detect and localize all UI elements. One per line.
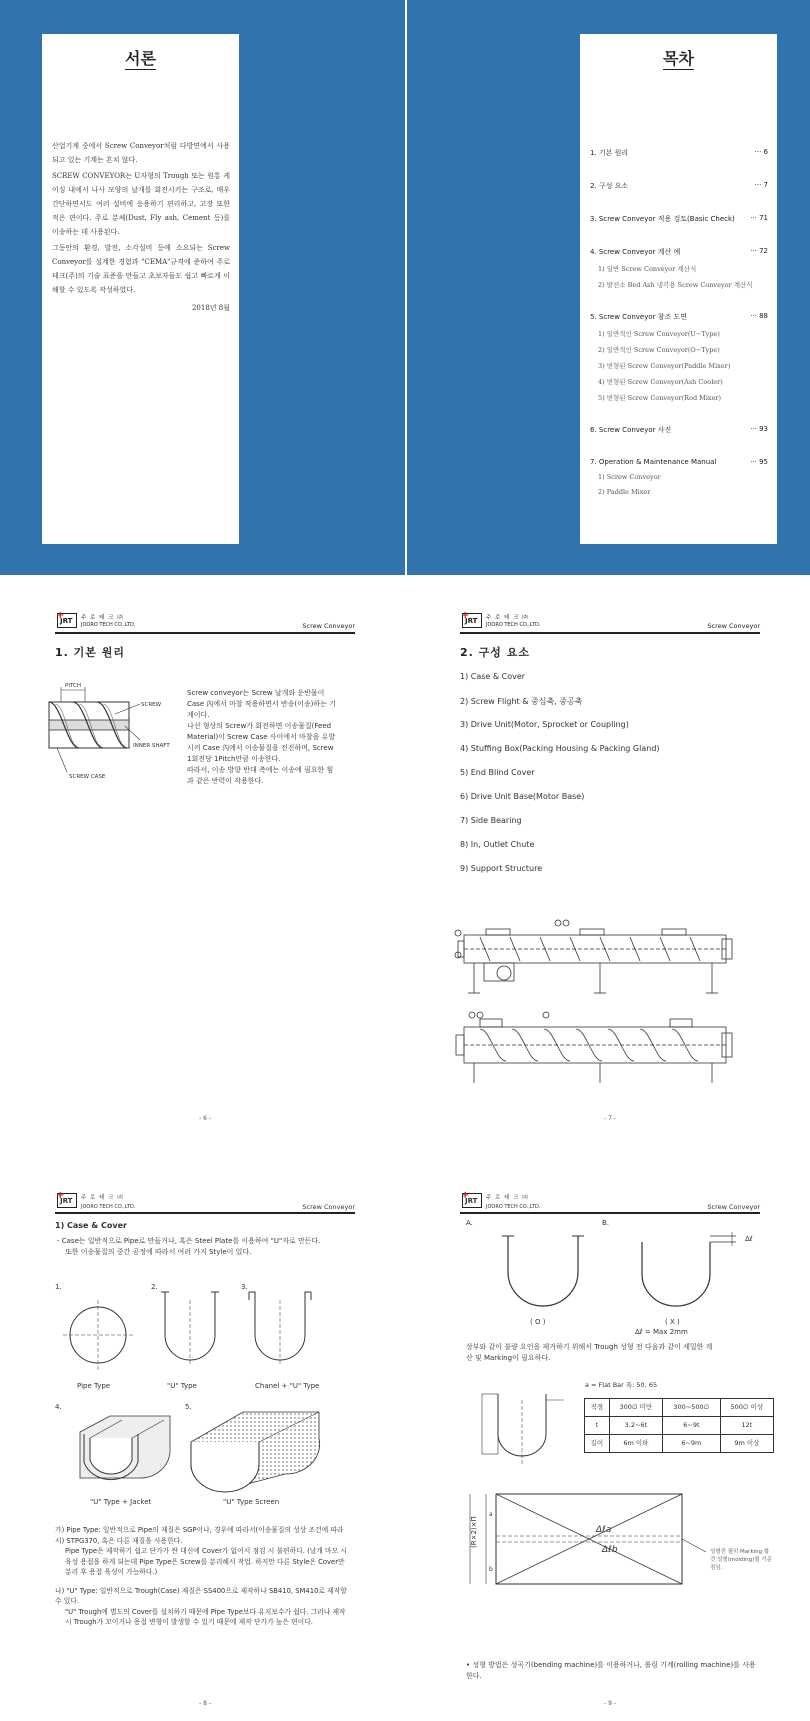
page-9 [460, 1190, 772, 1710]
u-type-drawing [155, 1290, 225, 1365]
delta-max: Δℓ = Max 2mm [635, 1328, 688, 1336]
type-caption: "U" Type [167, 1382, 197, 1390]
case-notes: 가) Pipe Type: 일반적으로 Pipe의 재질은 SGP이나, 경우에 따라서(이송물질의 성상 조건에 따라서) STPG370, 혹은 다른 재질을 사용한다. Pipe Type은 제작하기 쉽고 단가가 싼 대신에 Cover가 없어서 점검 시 불편하다. (날개 마모 시 육성 용접을 하게 되는데 Pipe Type은 Screw를 분리해서 작업. 하지만 다른 Style은 Cover만 분리 후 용접 육성이 가능하다.) 나) "U" Type: 일반적으로 Trough(Case) 재질은 SS400으로 제작하나 SB410, SM410로 제작할 수 있다. "U" Trough에 별도의 Cover를 설치하기 때문에 Pipe Type보다 유지보수가 쉽다. 그러나 제작 시 Trough가 꼬이거나 용접 변형이 발생할 수 있기 때문에 제작 단가가 높은 편이다. [55, 1526, 347, 1626]
pipe-type-drawing [63, 1300, 133, 1370]
toc-subsection[interactable]: 1) 일반적인 Screw Conveyor(U−Type) [598, 330, 720, 338]
trough-defect-drawing [632, 1232, 742, 1312]
header-product: Screw Conveyor [707, 1203, 760, 1211]
company-logo: + JRT [462, 1193, 482, 1208]
case-intro: - Case는 일반적으로 Pipe로 만들거나, 혹은 Steel Plate를 이용하여 "U"자로 만든다. 또한 이송물질의 중간 공정에 따라서 여러 가지 Style이 있다. [57, 1237, 321, 1256]
company-name-ko: 주 로 테 크 ㈜ [81, 615, 124, 621]
label-a: A. [466, 1219, 473, 1227]
list-item: 3) Drive Unit(Motor, Sprocket or Coupling) [460, 720, 629, 729]
page-7 [460, 610, 760, 1130]
company-name-ko: 주 로 테 크 ㈜ [486, 615, 529, 621]
type-caption: Chanel + "U" Type [255, 1382, 320, 1390]
list-item: 5) End Blind Cover [460, 768, 535, 777]
list-item: 4) Stuffing Box(Packing Housing & Packing Gland) [460, 744, 660, 753]
delta-a-label: Δℓa [596, 1525, 612, 1535]
toc-section[interactable]: 2. 구성 요소 ··· 7 [590, 181, 768, 190]
basic-principle-text: Screw conveyor는 Screw 날개와 운반물이 Case 內에서 마찰 작용하면서 반송(이송)하는 기계이다. 나선 형상의 Screw가 회전하면 이송물질(Feed Material)이 Screw Case 사이에서 마찰을 유발시켜 Case 內에서 이송물질을 전진하며, Screw 1회전당 1Pitch만큼 이송한다. 따라서, 이송 방향 반대 측에는 이송에 필요한 힘과 같은 반력이 작용한다. [187, 689, 336, 785]
type-caption: "U" Type Screen [223, 1498, 280, 1506]
trough-dimension-drawing [468, 1390, 568, 1470]
toc-subsection[interactable]: 1) 일반 Screw Conveyor 계산식 [598, 265, 697, 273]
page-header [460, 1190, 760, 1214]
u-type-jacket-drawing [70, 1412, 180, 1492]
toc-list [590, 148, 768, 519]
page-title: 2. 구성 요소 [460, 646, 530, 659]
inner-shaft-label: INNER SHAFT [133, 743, 170, 749]
flat-bar-note: a = Flat Bar 폭: 50, 65 [585, 1381, 658, 1389]
toc-section[interactable]: 1. 기본 원리 ··· 6 [590, 148, 768, 157]
company-name-en: JOORO TECH CO.,LTD. [486, 622, 541, 628]
page-6 [55, 610, 355, 1130]
header-product: Screw Conveyor [302, 1203, 355, 1211]
dim-a-label: a [489, 1511, 493, 1518]
list-item: 1) Case & Cover [460, 672, 526, 681]
toc-subsection[interactable]: 2) 발전소 Bed Ash 냉각용 Screw Conveyor 계산식 [598, 281, 753, 289]
component-list [460, 672, 660, 888]
toc-subsection[interactable]: 2) 일반적인 Screw Conveyor(O−Type) [598, 346, 720, 354]
toc-section[interactable]: 3. Screw Conveyor 적용 검토(Basic Check) ··· 71 [590, 214, 768, 223]
delta-b-label: Δℓb [602, 1545, 618, 1555]
intro-page [42, 34, 239, 544]
toc-subsection[interactable]: 1) Screw Conveyor [598, 473, 661, 481]
screw-diagram [45, 680, 170, 790]
list-item: 9) Support Structure [460, 864, 543, 873]
company-name-en: JOORO TECH CO.,LTD. [81, 622, 136, 628]
intro-title: 서론 [125, 49, 156, 68]
formula-label: (R×2)×Π [470, 1516, 478, 1548]
toc-subsection[interactable]: 3) 변형된 Screw Conveyor(Paddle Mixer) [598, 362, 731, 370]
list-item: 7) Side Bearing [460, 816, 522, 825]
list-item: 8) In, Outlet Chute [460, 840, 535, 849]
thickness-table [584, 1398, 774, 1453]
intro-paragraph: 산업기계 중에서 Screw Conveyor처럼 다방면에서 사용되고 있는 기계는 흔치 않다. [52, 142, 230, 164]
type-number: 3. [241, 1283, 248, 1291]
page-8 [55, 1190, 355, 1710]
toc-page [580, 34, 777, 544]
label-b: B. [602, 1219, 610, 1227]
intro-paragraph: SCREW CONVEYOR는 U자형의 Trough 또는 원통 케이싱 내에서 나사 모양의 날개를 회전시키는 구조로, 매우 간단하면서도 여러 설비에 응용하기 편리하고, 고장 또한 적은 편이다. 주로 분체(Dust, Fly ash, Cement 등)를 이송하는 데 사용된다. [52, 172, 230, 236]
table-row: 직경 300∅ 미만 300~500∅ 500∅ 이상 [585, 1399, 774, 1417]
page-title: 1. 기본 원리 [55, 646, 125, 659]
table-row: 길이 6m 이하 6~9m 9m 이상 [585, 1435, 774, 1453]
delta-label: Δℓ [745, 1235, 753, 1243]
page-number: - 7 - [604, 1115, 616, 1122]
toc-section[interactable]: 4. Screw Conveyor 계산 예 ··· 72 1) 일반 Screw Conveyor 계산식 2) 발전소 Bed Ash 냉각용 Screw Conveyor 계산식 [590, 247, 768, 289]
list-item: 6) Drive Unit Base(Motor Base) [460, 792, 585, 801]
type-number: 4. [55, 1403, 62, 1411]
plate-marking-drawing [462, 1486, 762, 1596]
toc-subsection[interactable]: 4) 변형된 Screw Conveyor(Ash Cooler) [598, 378, 723, 386]
header-product: Screw Conveyor [707, 622, 760, 630]
type-number: 1. [55, 1283, 62, 1291]
intro-date: 2018년 8월 [191, 304, 230, 312]
dim-b-label: b [489, 1566, 493, 1573]
page-number: - 8 - [199, 1700, 211, 1707]
screw-label: SCREW [141, 702, 162, 708]
type-number: 5. [185, 1403, 192, 1411]
page-header [55, 1190, 355, 1214]
section-heading: 1) Case & Cover [55, 1221, 127, 1230]
screw-case-label: SCREW CASE [69, 774, 106, 780]
toc-section[interactable]: 5. Screw Conveyor 참조 도면 ··· 88 1) 일반적인 Screw Conveyor(U−Type) 2) 일반적인 Screw Conveyor(O−Type) 3) 변형된 Screw Conveyor(Paddle Mixer) 4) 변형된 Screw Conveyor(Ash Cooler) 5) 변형된 Screw Conveyor(Rod Mixer) [590, 312, 768, 402]
type-caption: Pipe Type [77, 1382, 111, 1390]
page-header [460, 610, 760, 634]
list-item: 2) Screw Flight & 중심축, 중공축 [460, 697, 583, 706]
page-header [55, 610, 355, 634]
pitch-label: PITCH [65, 683, 81, 689]
toc-subsection[interactable]: 5) 변형된 Screw Conveyor(Rod Mixer) [598, 394, 722, 402]
toc-section[interactable]: 7. Operation & Maintenance Manual ··· 95 1) Screw Conveyor 2) Paddle Mixer [590, 458, 768, 496]
marking-text: 상부와 같이 불량 요인을 제거하기 위해서 Trough 성형 전 다음과 같이 세밀한 계산 및 Marking이 필요하다. [466, 1343, 713, 1362]
toc-title: 목차 [663, 49, 694, 68]
trough-correct-drawing [498, 1232, 588, 1312]
marking-note: 성형전 필히 Marking 할 것 성형(molding)될 기준점임. [710, 1549, 772, 1571]
mark-correct: ( O ) [530, 1318, 546, 1326]
company-name-ko: 주 로 테 크 ㈜ [486, 1195, 529, 1201]
company-name-ko: 주 로 테 크 ㈜ [81, 1195, 124, 1201]
toc-subsection[interactable]: 2) Paddle Mixer [598, 488, 651, 496]
header-product: Screw Conveyor [302, 622, 355, 630]
page-number: - 9 - [604, 1700, 616, 1707]
company-logo: + JRT [57, 613, 77, 628]
page-number: - 6 - [199, 1115, 211, 1122]
u-type-screen-drawing [185, 1408, 325, 1498]
toc-section[interactable]: 6. Screw Conveyor 사진 ··· 93 [590, 425, 768, 434]
company-logo: + JRT [57, 1193, 77, 1208]
conveyor-assembly-drawing [450, 915, 750, 1095]
company-name-en: JOORO TECH CO.,LTD. [81, 1204, 136, 1210]
intro-paragraph: 그동안의 환경, 발전, 소각설비 등에 소요되는 Screw Conveyor를 설계한 경험과 "CEMA"규격에 준하여 주로테크(주)의 기술 표준을 만들고 초보자들도 쉽고 빠르게 이해할 수 있도록 작성하였다. [52, 244, 230, 294]
type-number: 2. [151, 1283, 158, 1291]
company-name-en: JOORO TECH CO.,LTD. [486, 1204, 541, 1210]
forming-method-note: • 성형 방법은 성곡기(bending machine)를 이용하거나, 롤링 기계(rolling machine)를 사용한다. [466, 1661, 756, 1680]
type-caption: "U" Type + Jacket [90, 1498, 152, 1506]
intro-body [52, 139, 230, 317]
table-row: t 3.2~6t 6~9t 12t [585, 1417, 774, 1435]
chanel-u-type-drawing [245, 1290, 315, 1365]
company-logo: + JRT [462, 613, 482, 628]
mark-defect: ( X ) [665, 1318, 680, 1326]
